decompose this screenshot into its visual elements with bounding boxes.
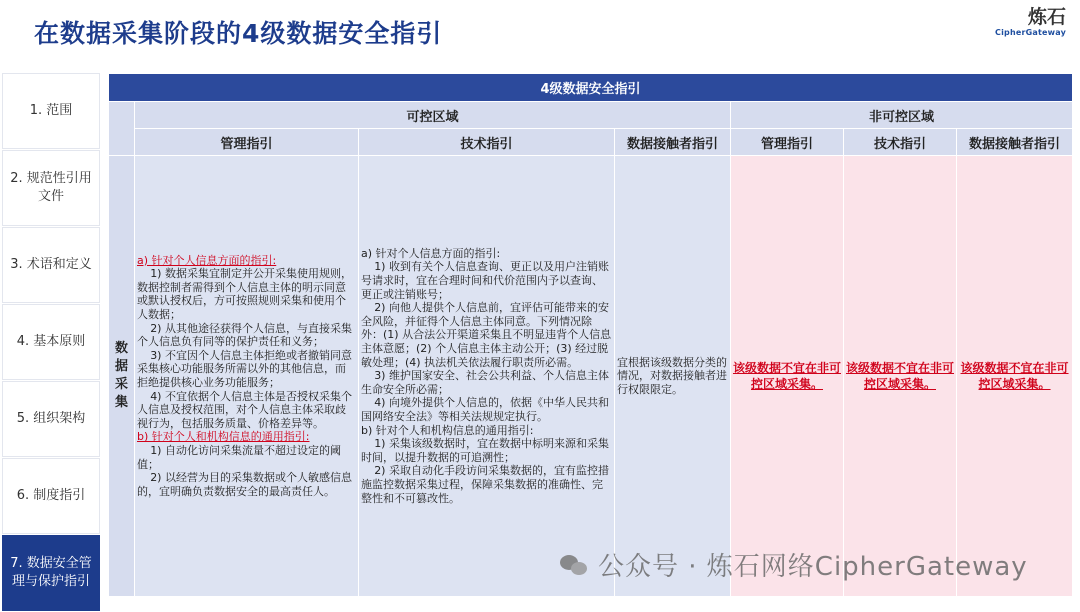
sidebar-item-normative-references[interactable]: 2. 规范性引用文件 xyxy=(2,150,100,226)
guidelines-table xyxy=(108,73,1073,597)
tech-a-heading: a) 针对个人信息方面的指引: xyxy=(361,246,501,260)
controlled-management-cell xyxy=(135,156,359,597)
tech-a-item: 4) 向境外提供个人信息的，依据《中华人民共和国网络安全法》等相关法规规定执行。 xyxy=(361,396,609,423)
uncontrolled-management-cell xyxy=(731,156,844,597)
controlled-area-header: 可控区域 xyxy=(135,102,731,129)
tech-b-item: 2) 采取自动化手段访问采集数据的，宜有监控措施监控数据采集过程，保障采集数据的准确性、完整性和不可篡改性。 xyxy=(361,464,609,505)
mgmt-a-item: 4) 不宜依据个人信息主体是否授权采集个人信息及授权范围，对个人信息主体采取歧视行为，包括服务质量、价格差异等。 xyxy=(137,389,352,430)
uncontrolled-technical-text: 该级数据不宜在非可控区域采集。 xyxy=(845,361,954,391)
brand-logo xyxy=(995,6,1066,37)
mgmt-a-item: 1) 数据采集宜制定并公开采集使用规则，数据控制者需得到个人信息主体的明示同意或默认授权后，方可按照规则采集和使用个人数据； xyxy=(137,267,352,322)
mgmt-a-item: 3) 不宜因个人信息主体拒绝或者撤销同意采集核心功能服务所需以外的其他信息，而拒绝提供核心业务功能服务； xyxy=(137,348,352,389)
uncontrolled-technical-header: 技术指引 xyxy=(844,129,957,156)
mgmt-a-heading: a) 针对个人信息方面的指引: xyxy=(137,253,277,267)
mgmt-a-item: 2) 从其他途径获得个人信息，与直接采集个人信息负有同等的保护责任和义务； xyxy=(137,321,352,349)
stage-label-text: 数据采集 xyxy=(114,341,128,410)
sidebar-item-data-security-protection[interactable]: 7. 数据安全管理与保护指引 xyxy=(2,535,100,611)
controlled-contact-header: 数据接触者指引 xyxy=(615,129,731,156)
sidebar-item-basic-principles[interactable]: 4. 基本原则 xyxy=(2,304,100,380)
tech-b-heading: b) 针对个人和机构信息的通用指引: xyxy=(361,423,534,437)
mgmt-b-heading: b) 针对个人和机构信息的通用指引: xyxy=(137,430,310,444)
controlled-technical-cell xyxy=(359,156,615,597)
logo-text: 炼石 xyxy=(1027,6,1066,28)
uncontrolled-management-header: 管理指引 xyxy=(731,129,844,156)
table-title: 4级数据安全指引 xyxy=(109,74,1073,102)
sidebar-item-organization[interactable]: 5. 组织架构 xyxy=(2,381,100,457)
sidebar-nav xyxy=(2,73,100,612)
wechat-icon xyxy=(560,553,590,577)
tech-b-item: 1) 采集该级数据时，宜在数据中标明来源和采集时间，以提升数据的可追溯性； xyxy=(361,437,609,464)
sidebar-item-scope[interactable]: 1. 范围 xyxy=(2,73,100,149)
page-title: 在数据采集阶段的4级数据安全指引 xyxy=(34,19,443,48)
uncontrolled-contact-cell xyxy=(957,156,1073,597)
tech-a-item: 1) 收到有关个人信息查询、更正以及用户注销账号请求时，宜在合理时间和代价范围内予以查询、更正或注销账号； xyxy=(361,260,609,301)
uncontrolled-contact-text: 该级数据不宜在非可控区域采集。 xyxy=(960,361,1069,391)
sidebar-item-policy-guidelines[interactable]: 6. 制度指引 xyxy=(2,458,100,534)
controlled-technical-header: 技术指引 xyxy=(359,129,615,156)
watermark xyxy=(560,546,1028,583)
contact-text: 宜根据该级数据分类的情况，对数据接触者进行权限限定。 xyxy=(617,355,727,396)
tech-a-item: 2) 向他人提供个人信息前，宜评估可能带来的安全风险，并征得个人信息主体同意。下列情况除外：(1) 从合法公开渠道采集且不明显违背个人信息主体意愿；(2) 个人信息主体主动公开；(3) 经过脱敏处理；(4) 执法机关依法履行职责所必需。 xyxy=(361,301,612,369)
controlled-contact-cell xyxy=(615,156,731,597)
mgmt-b-item: 1) 自动化访问采集流量不超过设定的阈值； xyxy=(137,443,341,471)
uncontrolled-contact-header: 数据接触者指引 xyxy=(957,129,1073,156)
uncontrolled-technical-cell xyxy=(844,156,957,597)
corner-cell xyxy=(109,102,135,156)
sidebar-item-terms-definitions[interactable]: 3. 术语和定义 xyxy=(2,227,100,303)
stage-label xyxy=(109,156,135,597)
uncontrolled-management-text: 该级数据不宜在非可控区域采集。 xyxy=(732,361,841,391)
tech-a-item: 3) 维护国家安全、社会公共利益、个人信息主体生命安全所必需； xyxy=(361,369,609,396)
controlled-management-header: 管理指引 xyxy=(135,129,359,156)
logo-subtext: CipherGateway xyxy=(995,28,1066,37)
mgmt-b-item: 2) 以经营为目的采集数据或个人敏感信息的，宜明确负责数据安全的最高责任人。 xyxy=(137,471,352,498)
watermark-text: 公众号 · 炼石网络CipherGateway xyxy=(598,552,1028,582)
uncontrolled-area-header: 非可控区域 xyxy=(731,102,1073,129)
